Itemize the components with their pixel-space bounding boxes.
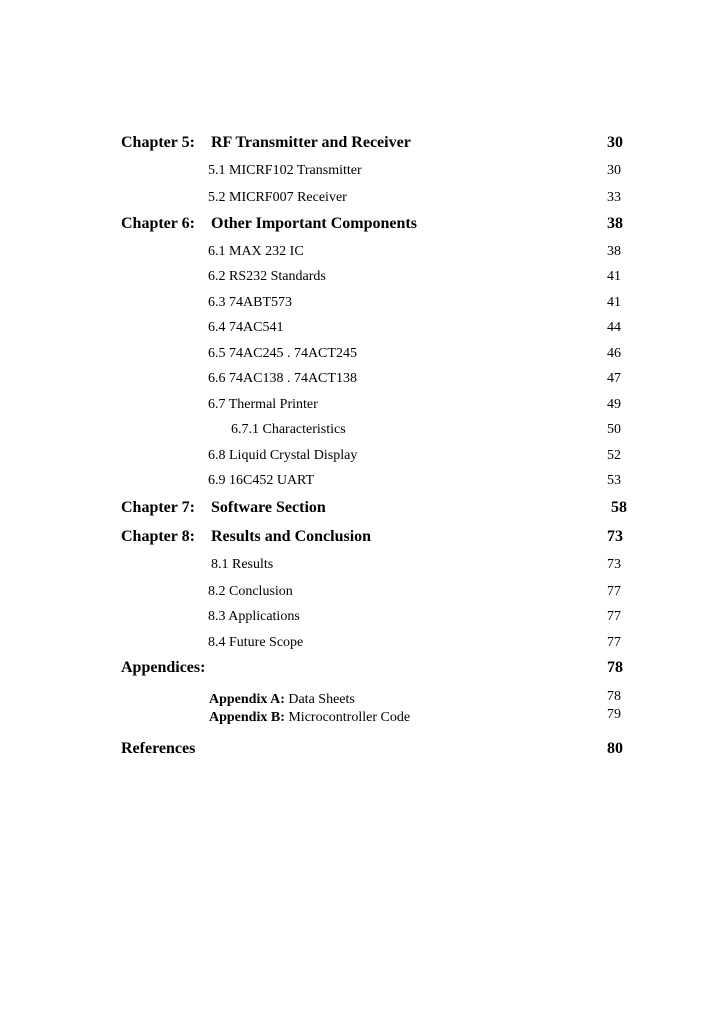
toc-appendices [0,656,728,680]
item-title: 6.7.1 Characteristics [231,422,346,437]
appendix-desc: Microcontroller Code [288,710,411,725]
toc-item [0,418,728,442]
toc-chapter-7 [0,496,728,520]
appendix-desc: Data Sheets [288,692,355,707]
page-number: 33 [607,190,621,205]
chapter-title: Results and Conclusion [211,528,372,545]
chapter-label: Chapter 8: [121,528,195,545]
toc-references [0,737,728,761]
page-number: 53 [607,473,621,488]
page-number: 77 [607,584,621,599]
page-number: 52 [607,448,621,463]
page-number: 78 [607,659,623,676]
item-title: 6.8 Liquid Crystal Display [208,448,358,463]
page-number: 80 [607,740,623,757]
page-number: 77 [607,635,621,650]
toc-item [0,342,728,366]
page-number: 73 [607,557,621,572]
toc-chapter-6 [0,212,728,236]
page-number: 79 [607,707,621,722]
page-number: 46 [607,346,621,361]
toc-item [0,469,728,493]
item-title: 8.2 Conclusion [208,584,293,599]
toc-item [0,393,728,417]
page-number: 30 [607,134,623,151]
page-number: 58 [611,499,627,516]
item-title: 5.2 MICRF007 Receiver [208,190,347,205]
page-number: 73 [607,528,623,545]
chapter-title: Other Important Components [211,215,417,232]
chapter-label: Chapter 7: [121,499,195,516]
item-title: 5.1 MICRF102 Transmitter [208,163,362,178]
toc-item [0,631,728,655]
toc-item [0,265,728,289]
page-number: 38 [607,244,621,259]
toc-item [0,605,728,629]
item-title: 8.3 Applications [208,609,300,624]
chapter-title: RF Transmitter and Receiver [211,134,411,151]
chapter-label: Chapter 6: [121,215,195,232]
item-title: 6.1 MAX 232 IC [208,244,304,259]
page-number: 30 [607,163,621,178]
appendix-key: Appendix B: [209,710,285,725]
section-title: Appendices: [121,659,206,676]
toc-item [0,367,728,391]
chapter-title: Software Section [211,499,326,516]
toc-item [0,553,728,577]
toc-chapter-8 [0,525,728,549]
item-title: 6.9 16C452 UART [208,473,315,488]
page-number: 49 [607,397,621,412]
item-title: 6.7 Thermal Printer [208,397,318,412]
toc-item [0,240,728,264]
item-title: 6.2 RS232 Standards [208,269,326,284]
item-title: 6.4 74AC541 [208,320,284,335]
page-number: 47 [607,371,621,386]
item-title: 6.5 74AC245 . 74ACT245 [208,346,357,361]
toc-item [0,444,728,468]
page-number: 38 [607,215,623,232]
item-title: 6.6 74AC138 . 74ACT138 [208,371,357,386]
chapter-label: Chapter 5: [121,134,195,151]
page-number: 41 [607,295,621,310]
toc-item [0,316,728,340]
toc-item [0,580,728,604]
toc-item [0,159,728,183]
page-number: 78 [607,689,621,704]
item-title: 8.1 Results [211,557,274,572]
toc-item [0,291,728,315]
page-number: 41 [607,269,621,284]
page-number: 44 [607,320,621,335]
appendix-key: Appendix A: [209,692,285,707]
page-number: 77 [607,609,621,624]
toc-chapter-5 [0,131,728,155]
toc-item [0,186,728,210]
item-title: 6.3 74ABT573 [208,295,292,310]
page-number: 50 [607,422,621,437]
item-title: 8.4 Future Scope [208,635,304,650]
section-title: References [121,740,196,757]
appendix-entry [209,706,410,730]
